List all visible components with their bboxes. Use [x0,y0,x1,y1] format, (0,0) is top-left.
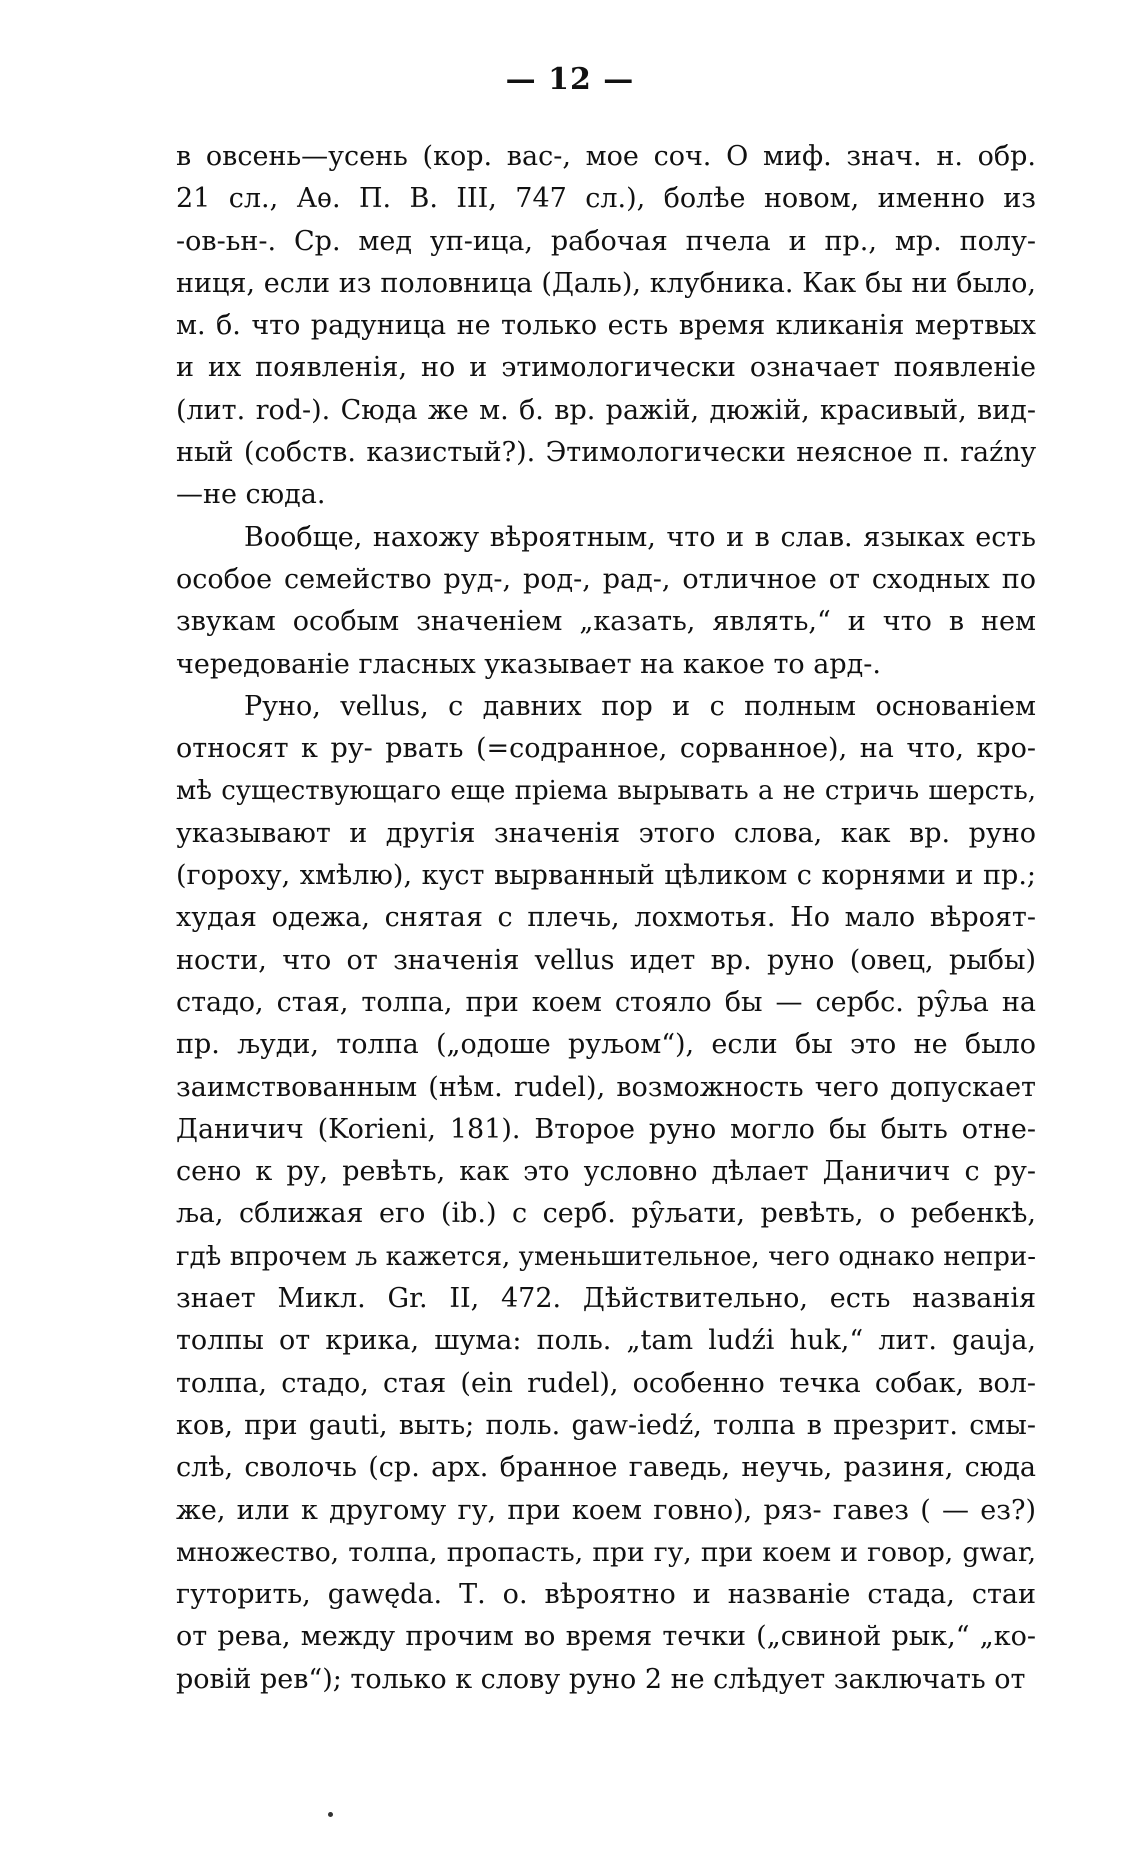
text-line: худая одежа, снятая с плечь, лохмотья. Но мало вѣроят- [176,902,1036,934]
text-line: ков, при gauti, выть; поль. gaw-iedź, толпа в презрит. смы- [176,1409,1036,1441]
text-line: от рева, между прочим во время течки („свиной рык,“ „ко- [176,1621,1036,1653]
text-line: -ов-ьн-. Ср. мед уп-ица, рабочая пчела и пр., мр. полу- [176,225,1036,257]
text-line: чередованіе гласных указывает на какое то ард-. [176,648,881,680]
text-line: Вообще, нахожу вѣроятным, что и в слав. языках есть [244,521,1036,553]
text-line: Руно, vellus, с давних пор и с полным основаніем [244,690,1036,722]
text-line: Даничич (Korieni, 181). Второе руно могло бы быть отне- [176,1113,1036,1145]
paragraph [176,517,1036,686]
text-line: знает Микл. Gr. II, 472. Дѣйствительно, есть названія [176,1283,1036,1315]
ink-speck [328,1812,333,1817]
text-line: стадо, стая, толпа, при коем стояло бы — сербс. ру̑ља на [176,986,1036,1018]
body-text [176,136,1036,1701]
text-line: пр. људи, толпа („одоше руљом“), если бы это не было [176,1029,1036,1061]
text-line: звукам особым значеніем „казать, являть,“ и что в нем [176,606,1036,638]
text-line: гдѣ впрочем љ кажется, уменьшительное, чего однако непри- [176,1241,1036,1272]
text-line: (лит. rod-). Сюда же м. б. вр. ражій, дюжій, красивый, вид- [176,394,1036,426]
text-line: ља, сближая его (ib.) с серб. ру̑љати, ревѣть, о ребенкѣ, [176,1198,1036,1230]
paragraph [176,136,1036,517]
text-line: мѣ существующаго еще пріема вырывать а не стричь шерсть, [176,776,1036,807]
page-number: — 12 — [505,62,635,97]
text-line: особое семейство руд-, род-, рад-, отличное от сходных по [176,563,1036,595]
text-line: и их появленія, но и этимологически означает появленіе [176,352,1036,384]
text-line: толпы от крика, шума: поль. „tam ludźi huk,“ лит. gauja, [176,1325,1036,1357]
text-line: ниця, если из половница (Даль), клубника. Как бы ни было, [176,267,1036,299]
text-line: множество, толпа, пропасть, при гу, при коем и говор, gwar, [176,1536,1036,1568]
text-line: толпа, стадо, стая (ein rudel), особенно течка собак, вол- [176,1367,1036,1399]
text-line: слѣ, сволочь (ср. арх. бранное гаведь, неучь, разиня, сюда [176,1452,1036,1484]
text-line: 21 сл., Аѳ. П. В. III, 747 сл.), болѣе новом, именно из [176,183,1036,215]
text-line: м. б. что радуница не только есть время кликанія мертвых [176,310,1036,342]
text-line: (гороху, хмѣлю), куст вырванный цѣликом с корнями и пр.; [176,860,1036,892]
text-line: —не сюда. [176,479,326,511]
text-line: в овсень—усень (кор. вас-, мое соч. О миф. знач. н. обр. [176,141,1036,172]
text-line: относят к ру- рвать (=содранное, сорванное), на что, кро- [176,733,1036,765]
text-line: же, или к другому гу, при коем говно), ряз- гавез ( — ез?) [176,1494,1036,1526]
paragraph [176,686,1036,1701]
text-line: гуторить, gawęda. Т. о. вѣроятно и названіе стада, стаи [176,1579,1036,1611]
text-line: сено к ру, ревѣть, как это условно дѣлает Даничич с ру- [176,1156,1036,1188]
text-line: ности, что от значенія vellus идет вр. руно (овец, рыбы) [176,944,1036,976]
text-line: указывают и другія значенія этого слова, как вр. руно [176,817,1036,849]
text-line: ровій рев“); только к слову руно 2 не слѣдует заключать от [176,1663,1026,1695]
text-line: ный (собств. казистый?). Этимологически неясное п. raźny [176,437,1036,469]
text-line: заимствованным (нѣм. rudel), возможность чего допускает [176,1071,1036,1103]
